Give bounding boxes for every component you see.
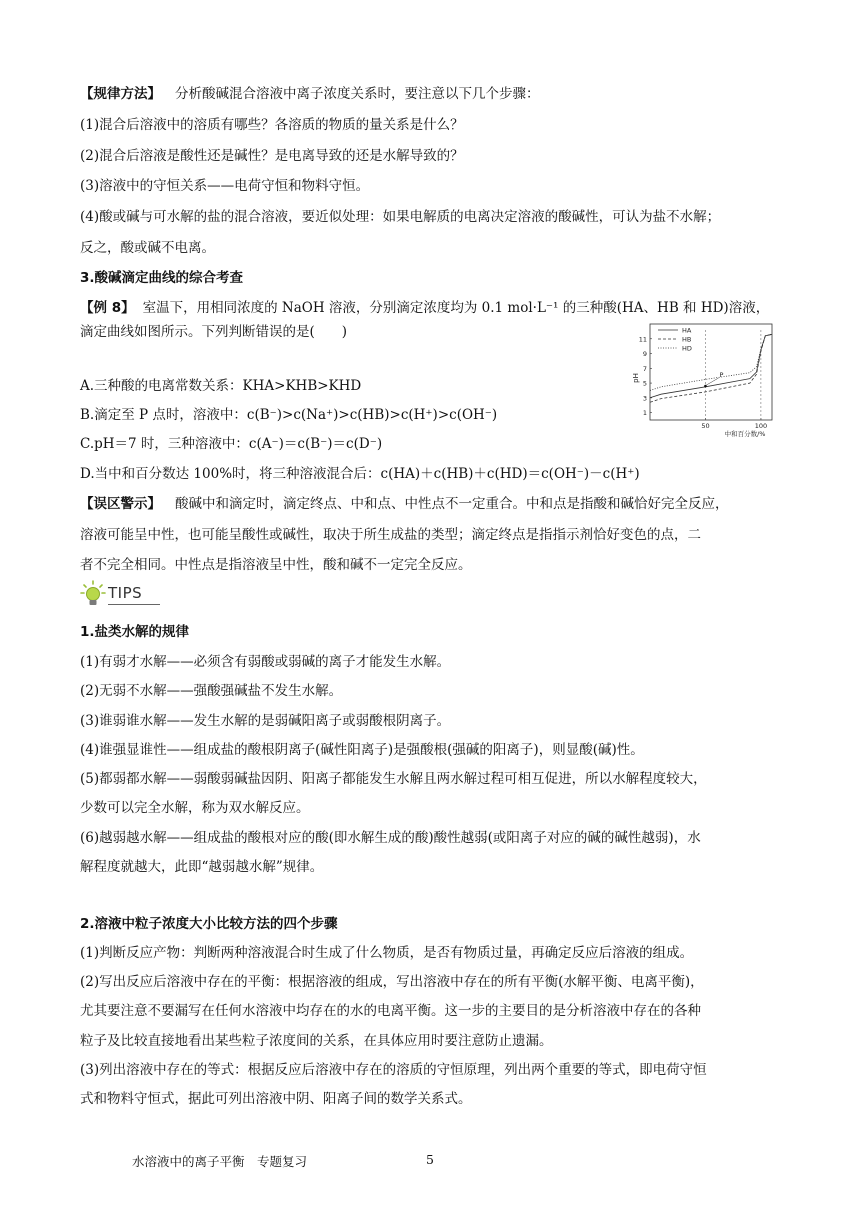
section3-title: 3.酸碱滴定曲线的综合考查 (80, 270, 244, 286)
tips1-item-5-cont: 少数可以完全水解，称为双水解反应。 (80, 800, 310, 816)
x-axis-label: 中和百分数/% (724, 430, 766, 438)
warning-tag: 【误区警示】 (80, 496, 161, 512)
series-group (650, 334, 772, 402)
point-p-label: P (719, 371, 724, 380)
example-stem-1: 室温下，用相同浓度的 NaOH 溶液，分别滴定浓度均为 0.1 mol·L⁻¹ 的三种酸(HA、HB 和 HD)溶液， (142, 300, 770, 316)
x-tick-label-50: 50 (701, 422, 710, 430)
lightbulb-icon (80, 580, 106, 608)
tips2-title: 2.溶液中粒子浓度大小比较方法的四个步骤 (80, 916, 338, 932)
warning-line-1 (80, 494, 780, 514)
page-number: 5 (426, 1152, 434, 1167)
chart-frame (650, 324, 772, 420)
tips1-item-1: (1)有弱才水解——必须含有弱酸或弱碱的离子才能发生水解。 (80, 654, 451, 670)
method-item-2: (2)混合后溶液是酸性还是碱性？是电离导致的还是水解导致的？ (80, 148, 464, 164)
tips1-item-6-cont: 解程度就越大，此即“越弱越水解”规律。 (80, 859, 324, 875)
method-tag: 【规律方法】 (80, 86, 161, 102)
y-tick-label-3: 3 (642, 394, 647, 403)
tips1-item-6: (6)越弱越水解——组成盐的酸根对应的酸(即水解生成的酸)酸性越弱(或阳离子对应的碱的碱性越弱)，水 (80, 830, 701, 846)
method-item-4-cont: 反之，酸或碱不电离。 (80, 240, 215, 256)
warning-text-2: 溶液可能呈中性，也可能呈酸性或碱性，取决于所生成盐的类型；滴定终点是指指示剂恰好变色的点，二 (80, 527, 701, 543)
example-tag: 【例 8】 (80, 300, 135, 316)
tips1-title: 1.盐类水解的规律 (80, 624, 190, 640)
warning-text-3: 者不完全相同。中性点是指溶液呈中性，酸和碱不一定完全反应。 (80, 557, 472, 573)
tips1-item-4: (4)谁强显谁性——组成盐的酸根阴离子(碱性阳离子)是强酸根(强碱的阳离子)，则显酸(碱)性。 (80, 742, 644, 758)
series-line-ha (650, 334, 772, 398)
tips1-item-2: (2)无弱不水解——强酸强碱盐不发生水解。 (80, 683, 343, 699)
example-stem-2: 滴定曲线如图所示。下列判断错误的是( ) (80, 324, 348, 340)
tips-header (80, 580, 180, 608)
point-p-leader (706, 378, 718, 385)
example-line-1 (80, 298, 780, 318)
y-tick-label-1: 1 (642, 409, 647, 418)
chart-legend (658, 327, 692, 353)
point-p-marker (704, 385, 707, 388)
method-item-4: (4)酸或碱与可水解的盐的混合溶液，要近似处理：如果电解质的电离决定溶液的酸碱性，可认为盐不水解； (80, 209, 721, 225)
series-line-hb (650, 334, 772, 402)
legend-label-hd: HD (682, 344, 692, 353)
x-tick-label-100: 100 (754, 422, 768, 430)
legend-label-hb: HB (682, 335, 692, 344)
y-axis-label: pH (632, 373, 640, 383)
warning-text-1: 酸碱中和滴定时，滴定终点、中和点、中性点不一定重合。中和点是指酸和碱恰好完全反应， (175, 496, 729, 512)
method-intro-line (80, 84, 780, 104)
y-tick-label-5: 5 (642, 379, 647, 388)
tips2-item-2-cont-b: 粒子及比较直接地看出某些粒子浓度间的关系，在具体应用时要注意防止遗漏。 (80, 1033, 553, 1049)
option-b: B.滴定至 P 点时，溶液中：c(B⁻)>c(Na⁺)>c(HB)>c(H⁺)>c(OH⁻) (80, 407, 498, 423)
tips2-item-2-cont-a: 尤其要注意不要漏写在任何水溶液中均存在的水的电离平衡。这一步的主要目的是分析溶液中存在的各种 (80, 1003, 701, 1019)
tips2-item-3: (3)列出溶液中存在的等式：根据反应后溶液中存在的溶质的守恒原理，列出两个重要的等式，即电荷守恒 (80, 1062, 707, 1078)
tips2-item-1: (1)判断反应产物：判断两种溶液混合时生成了什么物质，是否有物质过量，再确定反应后溶液的组成。 (80, 945, 694, 961)
y-tick-label-11: 11 (638, 335, 647, 344)
tips2-item-2: (2)写出反应后溶液中存在的平衡：根据溶液的组成，写出溶液中存在的所有平衡(水解平衡、电离平衡)， (80, 974, 704, 990)
option-a: A.三种酸的电离常数关系：KHA>KHB>KHD (80, 378, 362, 394)
series-line-hd (650, 334, 772, 390)
tips1-item-5: (5)都弱都水解——弱酸弱碱盐因阴、阳离子都能发生水解且两水解过程可相互促进，所以水解程度较大， (80, 771, 707, 787)
footer-title: 水溶液中的离子平衡 专题复习 (132, 1154, 308, 1169)
method-intro: 分析酸碱混合溶液中离子浓度关系时，要注意以下几个步骤： (175, 86, 540, 102)
tips2-item-3-cont: 式和物料守恒式，据此可列出溶液中阴、阳离子间的数学关系式。 (80, 1091, 472, 1107)
option-d: D.当中和百分数达 100%时，将三种溶液混合后：c(HA)＋c(HB)＋c(HD)＝c(OH⁻)－c(H⁺) (80, 466, 640, 482)
tips-underline (108, 604, 160, 605)
tips1-item-3: (3)谁弱谁水解——发生水解的是弱碱阳离子或弱酸根阴离子。 (80, 713, 451, 729)
option-c: C.pH＝7 时，三种溶液中：c(A⁻)＝c(B⁻)＝c(D⁻) (80, 436, 383, 452)
y-tick-label-7: 7 (642, 364, 647, 373)
method-item-1: (1)混合后溶液中的溶质有哪些？各溶质的物质的量关系是什么？ (80, 117, 464, 133)
tips-label: TIPS (108, 584, 143, 602)
x-tick-group (701, 328, 767, 430)
y-tick-label-9: 9 (642, 350, 647, 359)
titration-chart (628, 320, 778, 438)
method-item-3: (3)溶液中的守恒关系——电荷守恒和物料守恒。 (80, 178, 370, 194)
legend-label-ha: HA (682, 326, 692, 335)
